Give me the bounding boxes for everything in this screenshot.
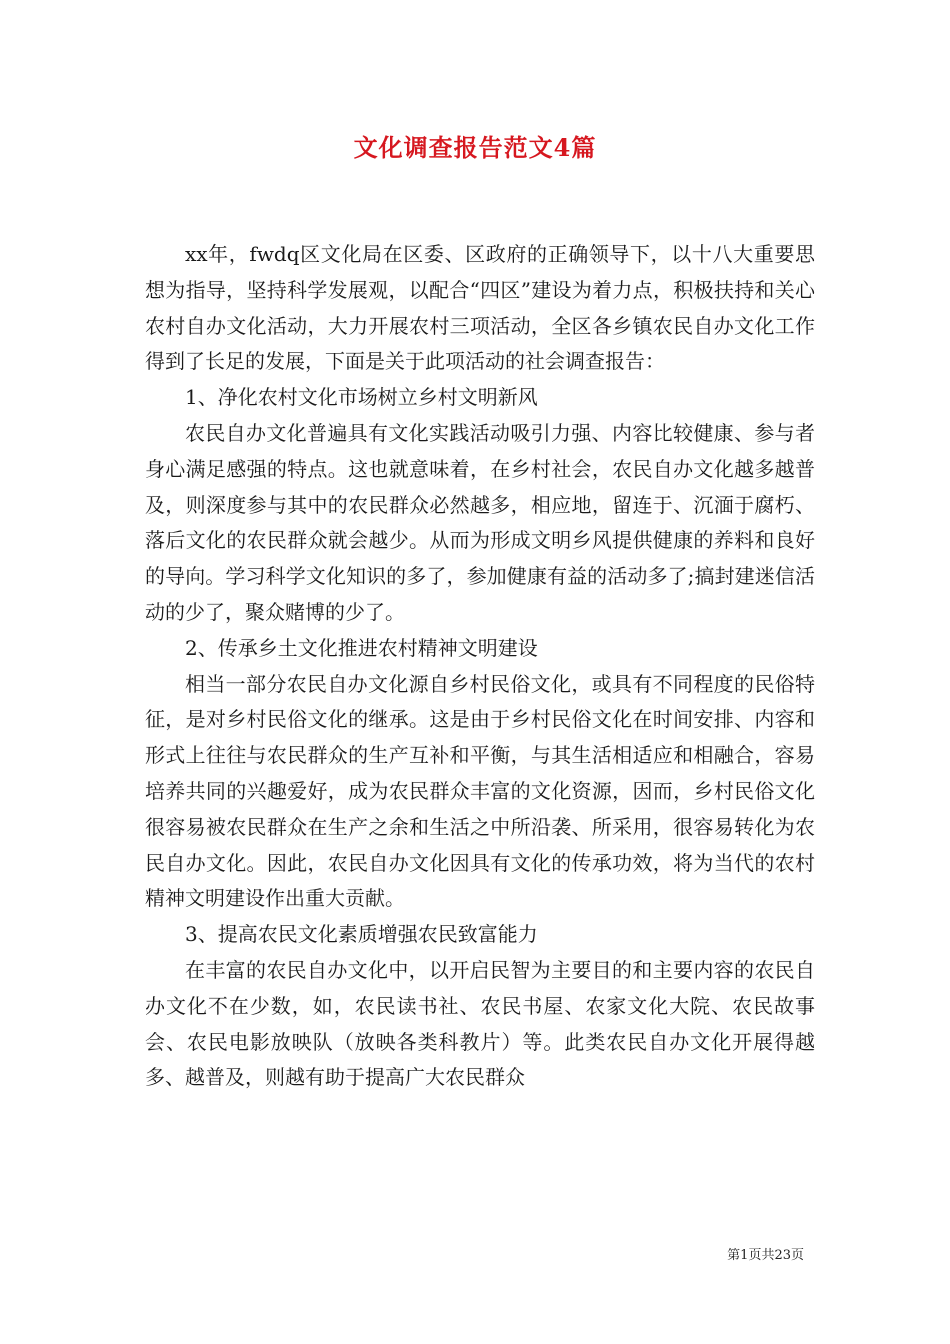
intro-paragraph: xx年，fwdq区文化局在区委、区政府的正确领导下，以十八大重要思想为指导，坚持科学发展观，以配合“四区”建设为着力点，积极扶持和关心农村自办文化活动，大力开展农村三项活动，全区各乡镇农民自办文化工作得到了长足的发展，下面是关于此项活动的社会调查报告： xyxy=(145,242,815,374)
section-heading-1: 1、净化农村文化市场树立乡村文明新风 xyxy=(185,385,538,410)
document-title: 文化调查报告范文4篇 xyxy=(353,133,597,162)
section-paragraph-2: 相当一部分农民自办文化源自乡村民俗文化，或具有不同程度的民俗特征，是对乡村民俗文化的继承。这是由于乡村民俗文化在时间安排、内容和形式上往往与农民群众的生产互补和平衡，与其生活相适应和相融合，容易培养共同的兴趣爱好，成为农民群众丰富的文化资源，因而，乡村民俗文化很容易被农民群众在生产之余和生活之中所沿袭、所采用，很容易转化为农民自办文化。因此，农民自办文化因具有文化的传承功效，将为当代的农村精神文明建设作出重大贡献。 xyxy=(145,671,815,911)
section-heading-3: 3、提高农民文化素质增强农民致富能力 xyxy=(185,922,538,947)
document-body xyxy=(145,237,815,1096)
section-paragraph-1: 农民自办文化普遍具有文化实践活动吸引力强、内容比较健康、参与者身心满足感强的特点。这也就意味着，在乡村社会，农民自办文化越多越普及，则深度参与其中的农民群众必然越多，相应地，留连于、沉湎于腐朽、落后文化的农民群众就会越少。从而为形成文明乡风提供健康的养料和良好的导向。学习科学文化知识的多了，参加健康有益的活动多了;搞封建迷信活动的少了，聚众赌博的少了。 xyxy=(145,420,815,624)
page-number-footer: 第1页共23页 xyxy=(727,1248,804,1263)
section-heading-2: 2、传承乡土文化推进农村精神文明建设 xyxy=(185,635,538,660)
section-paragraph-3: 在丰富的农民自办文化中，以开启民智为主要目的和主要内容的农民自办文化不在少数，如，农民读书社、农民书屋、农家文化大院、农民故事会、农民电影放映队（放映各类科教片）等。此类农民自办文化开展得越多、越普及，则越有助于提高广大农民群众 xyxy=(145,957,815,1090)
